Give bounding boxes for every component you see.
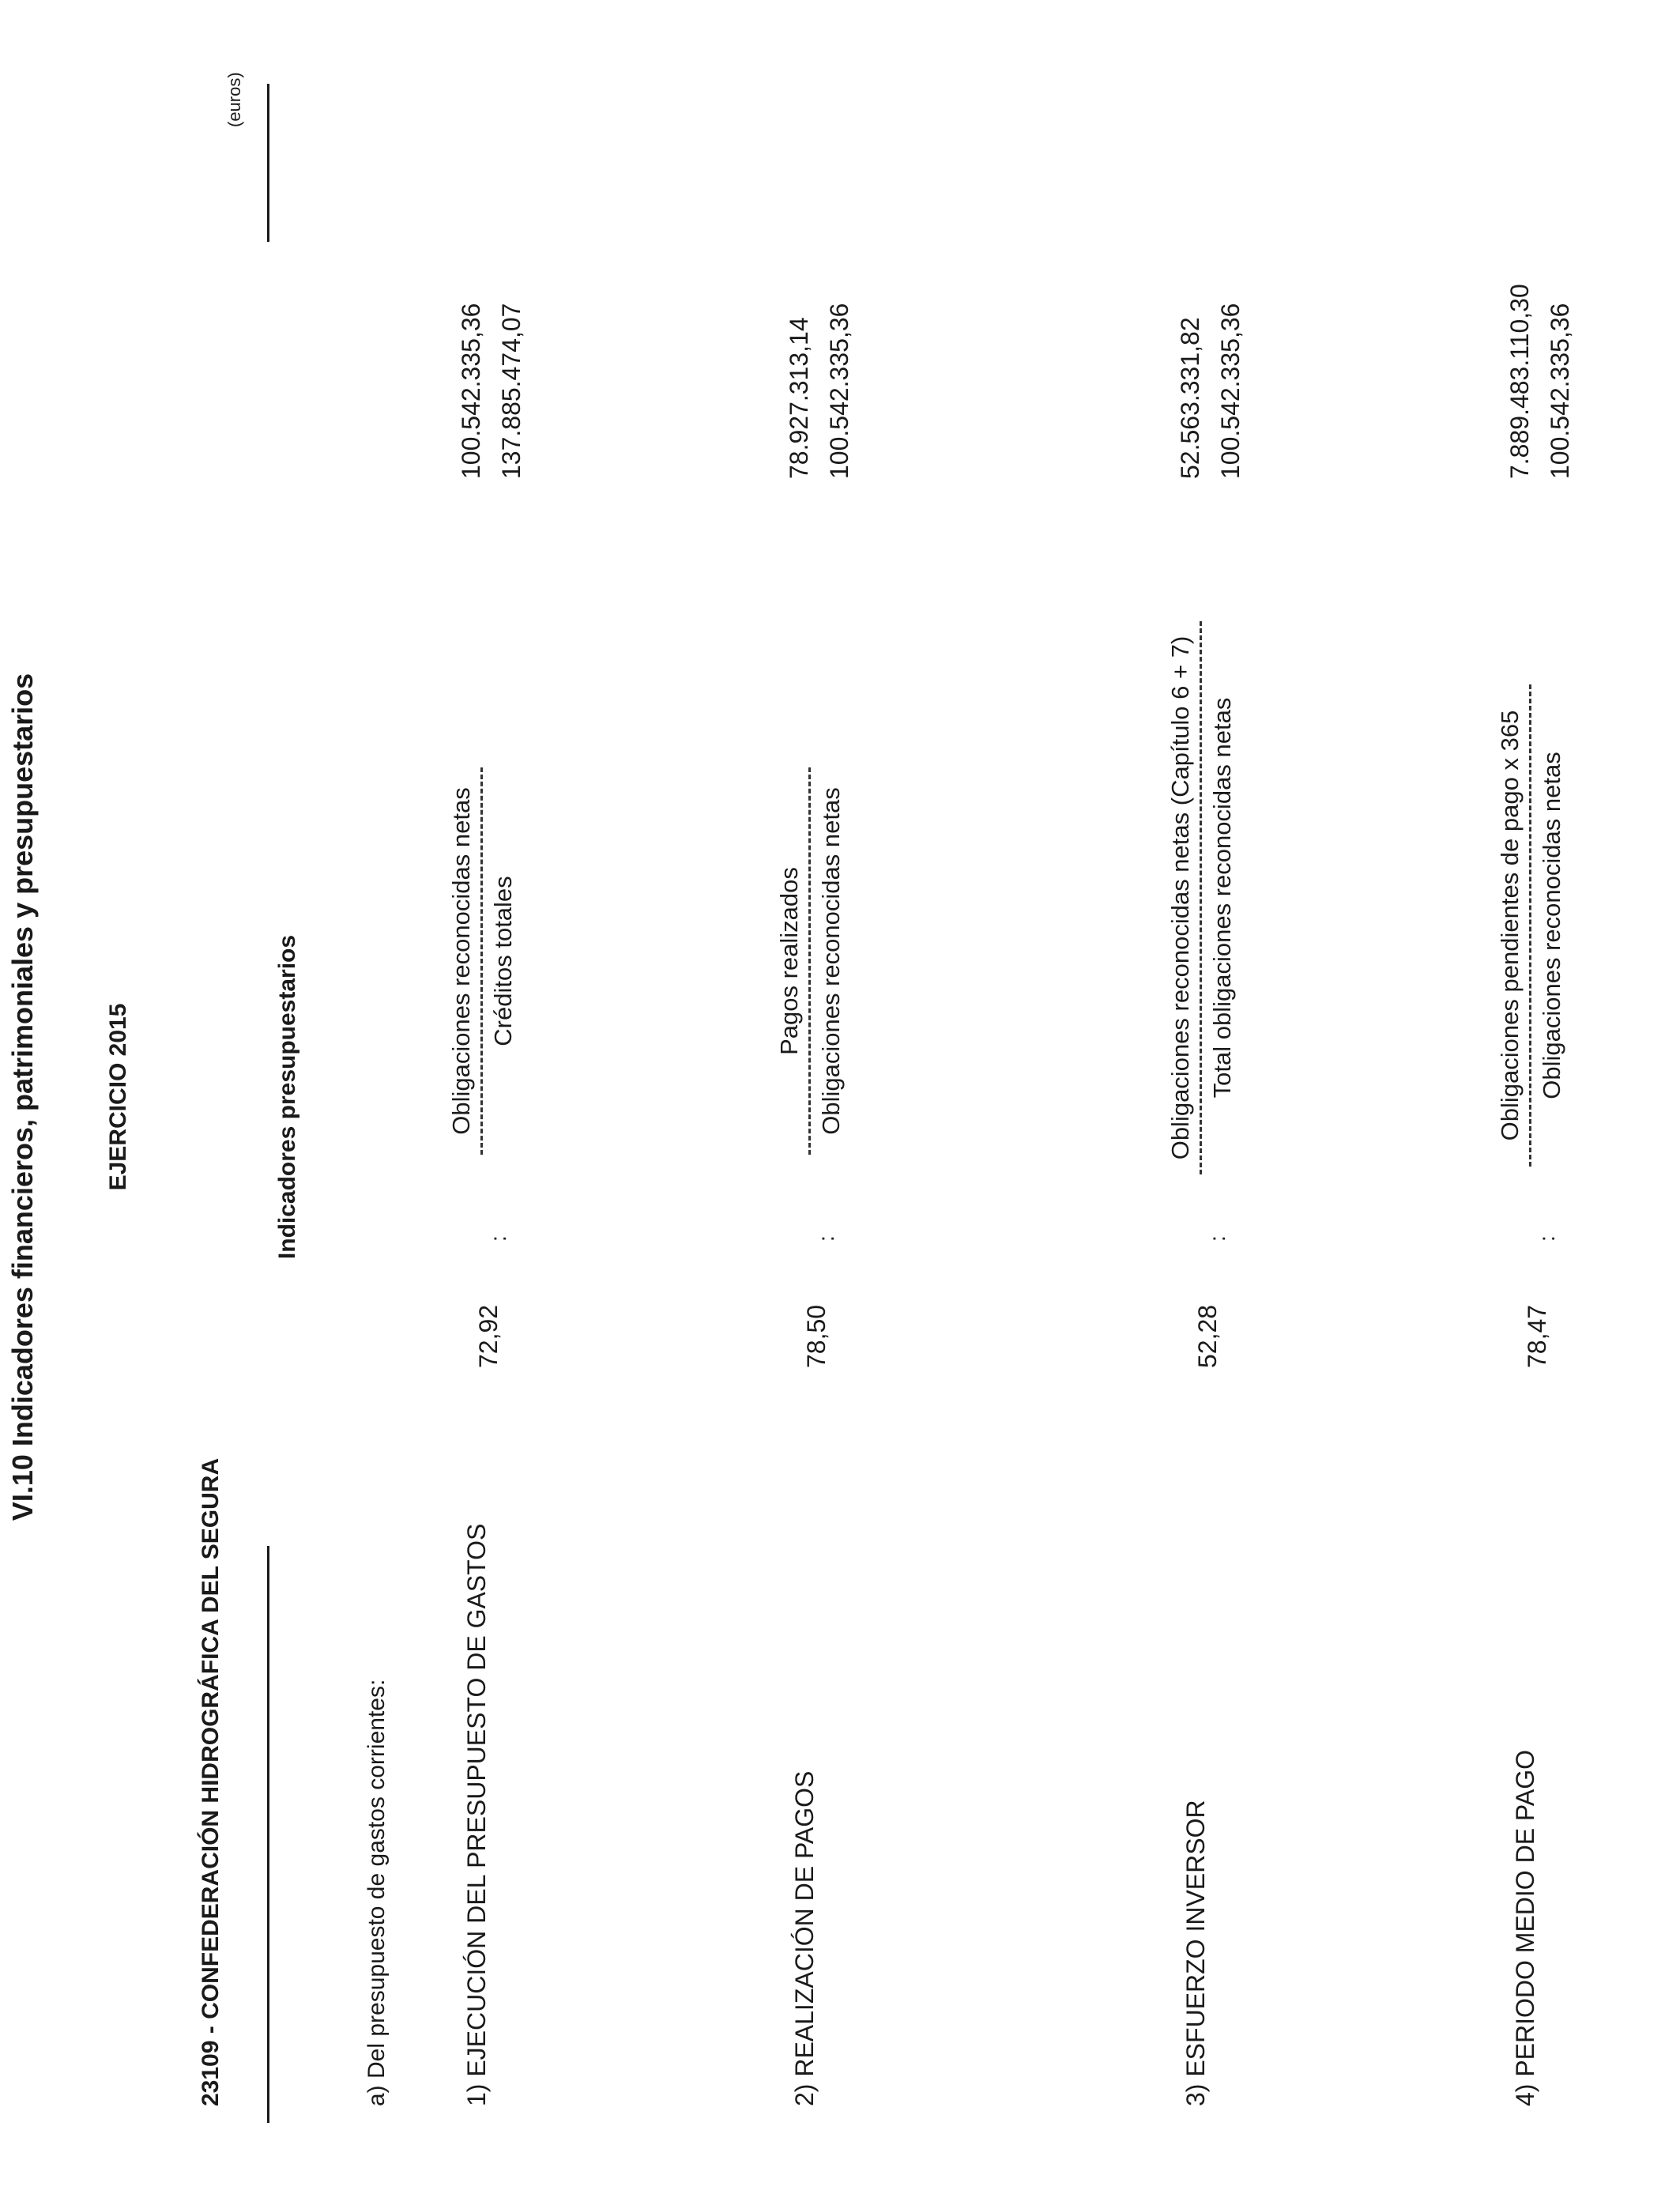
formula-numerator: Obligaciones reconocidas netas — [447, 787, 475, 1135]
formula-numerator: Pagos realizados — [775, 867, 803, 1055]
numerator-amount: 78.927.313,14 — [785, 317, 813, 479]
document-title: VI.10 Indicadores financieros, patrimoniales y presupuestarios — [6, 673, 39, 1521]
numerator-amount: 7.889.483.110,30 — [1505, 284, 1534, 479]
indicator-label: 4) PERIODO MEDIO DE PAGO — [1511, 1749, 1539, 2106]
indicator-separator: : — [814, 1235, 838, 1242]
indicator-amounts — [1170, 303, 1251, 479]
formula-numerator: Obligaciones reconocidas netas (Capítulo 6 + 7) — [1166, 635, 1194, 1160]
indicator-formula — [447, 767, 518, 1155]
indicator-amounts — [779, 303, 860, 479]
denominator-amount: 137.885.474,07 — [497, 303, 525, 479]
indicator-formula — [1496, 684, 1566, 1167]
indicator-amounts — [1500, 284, 1580, 479]
formula-denominator: Total obligaciones reconocidas netas — [1208, 697, 1236, 1099]
header-rule-left — [267, 1546, 269, 2123]
indicator-label: 2) REALIZACIÓN DE PAGOS — [790, 1770, 819, 2106]
indicator-value: 78,50 — [802, 1304, 831, 1368]
formula-numerator: Obligaciones pendientes de pago x 365 — [1496, 710, 1524, 1141]
subsection-heading: a) Del presupuesto de gastos corrientes: — [363, 1679, 390, 2106]
indicator-amounts — [451, 303, 532, 479]
indicator-separator: : — [1205, 1235, 1230, 1242]
numerator-amount: 100.542.335,36 — [457, 303, 485, 479]
denominator-amount: 100.542.335,36 — [1546, 303, 1574, 479]
formula-denominator: Obligaciones reconocidas netas — [817, 787, 845, 1135]
indicator-value: 78,47 — [1523, 1304, 1551, 1368]
header-rule-right — [267, 84, 269, 242]
numerator-amount: 52.563.331,82 — [1176, 317, 1204, 479]
indicator-separator: : — [1535, 1235, 1559, 1242]
formula-denominator: Obligaciones reconocidas netas — [1538, 752, 1565, 1099]
indicator-separator: : — [486, 1235, 510, 1242]
indicator-label: 1) EJECUCIÓN DEL PRESUPUESTO DE GASTOS — [462, 1523, 491, 2106]
indicator-label: 3) ESFUERZO INVERSOR — [1181, 1800, 1210, 2106]
section-heading: Indicadores presupuestarios — [274, 934, 300, 1260]
units-label: (euros) — [224, 72, 244, 127]
denominator-amount: 100.542.335,36 — [1216, 303, 1245, 479]
indicator-formula — [1166, 621, 1237, 1174]
exercise-year: EJERCICIO 2015 — [105, 1003, 131, 1191]
entity-name: 23109 - CONFEDERACIÓN HIDROGRÁFICA DEL SEGURA — [198, 1457, 224, 2106]
indicator-value: 52,28 — [1193, 1304, 1222, 1368]
indicator-value: 72,92 — [474, 1304, 503, 1368]
denominator-amount: 100.542.335,36 — [825, 303, 853, 479]
formula-denominator: Créditos totales — [489, 876, 517, 1046]
indicator-formula — [775, 767, 846, 1155]
